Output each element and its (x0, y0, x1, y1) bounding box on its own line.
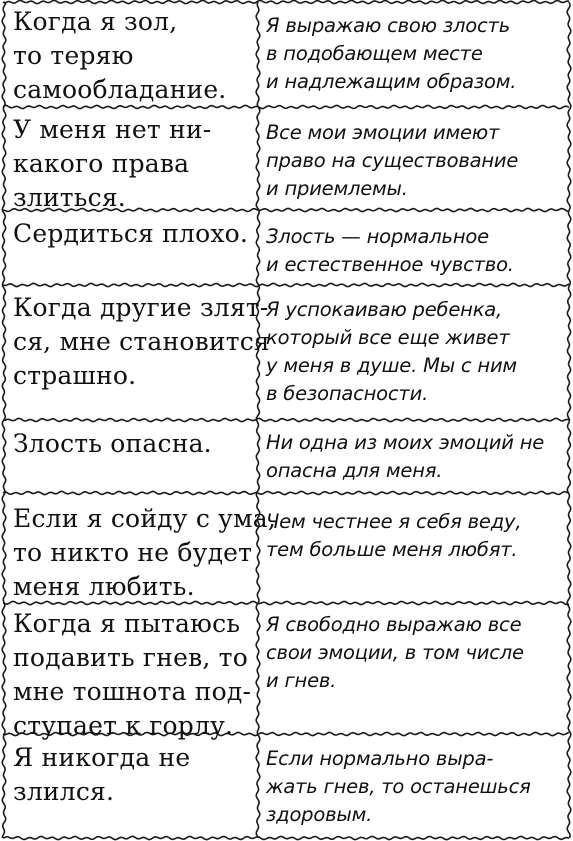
affirmation-line: Ни одна из моих эмоций не (266, 431, 545, 454)
affirmation-cell (266, 12, 566, 96)
negative-belief-line: Если я сойду с ума, (13, 504, 276, 533)
table-row (0, 110, 573, 212)
negative-belief-line: мне тошнота под- (13, 677, 252, 706)
affirmation-line: Я свободно выражаю все (266, 613, 522, 636)
table-row (0, 606, 573, 740)
affirmation-line: Если нормально выра- (266, 747, 494, 770)
row-divider-line (3, 418, 569, 421)
negative-belief-line: злился. (13, 777, 115, 806)
table-row (0, 288, 573, 418)
affirmation-line: в подобающем месте (266, 42, 483, 65)
negative-belief-line: подавить гнев, то (13, 643, 248, 672)
negative-belief-line: страшно. (13, 361, 137, 390)
affirmation-line: Злость — нормальное (266, 225, 489, 248)
negative-belief-line: злиться. (13, 183, 126, 212)
negative-belief-line: Когда я зол, (13, 7, 178, 36)
row-divider-line (3, 836, 569, 839)
affirmation-line: жать гнев, то останешься (266, 775, 531, 798)
affirmation-line: и надлежащим образом. (266, 70, 517, 93)
negative-belief-cell (13, 427, 249, 461)
affirmation-line: Чем честнее я себя веду, (266, 510, 522, 533)
row-divider-line (3, 283, 569, 286)
negative-belief-line: ступает к горлу. (13, 711, 234, 740)
affirmation-cell (266, 223, 566, 279)
negative-belief-line: Когда другие злят- (13, 293, 269, 322)
negative-belief-line: Сердиться плохо. (13, 219, 249, 248)
affirmation-line: Я выражаю свою злость (266, 14, 510, 37)
affirmation-line: Я успокаиваю ребенка, (266, 298, 503, 321)
negative-belief-line: У меня нет ни- (13, 115, 212, 144)
affirmation-line: и естественное чувство. (266, 253, 514, 276)
table-row (0, 496, 573, 601)
affirmation-line: опасна для меня. (266, 459, 443, 482)
negative-belief-line: меня любить. (13, 572, 195, 601)
affirmation-line: в безопасности. (266, 382, 429, 405)
affirmation-line: и приемлемы. (266, 177, 408, 200)
table-row (0, 423, 573, 491)
negative-belief-line: самообладание. (13, 75, 227, 104)
affirmation-cell (266, 745, 566, 829)
table-row (0, 213, 573, 283)
affirmation-line: право на существование (266, 149, 519, 172)
row-divider-line (3, 491, 569, 494)
negative-belief-cell (13, 217, 249, 251)
affirmation-cell (266, 429, 566, 485)
affirmation-line: который все еще живет (266, 326, 510, 349)
table-row (0, 737, 573, 835)
affirmation-cell (266, 296, 566, 408)
negative-belief-line: то никто не будет (13, 538, 253, 567)
negative-belief-line: Когда я пытаюсь (13, 609, 241, 638)
negative-belief-cell (13, 502, 276, 604)
affirmation-cell (266, 611, 566, 695)
affirmation-line: здоровым. (266, 803, 373, 826)
affirmation-cell (266, 119, 566, 203)
affirmation-line: тем больше меня любят. (266, 538, 518, 561)
negative-belief-cell (13, 607, 252, 743)
negative-belief-line: Я никогда не (13, 743, 191, 772)
affirmation-line: свои эмоции, в том числе (266, 641, 524, 664)
affirmation-line: Все мои эмоции имеют (266, 121, 500, 144)
affirmation-line: у меня в душе. Мы с ним (266, 354, 517, 377)
negative-belief-cell (13, 113, 249, 215)
affirmation-cell (266, 508, 566, 564)
negative-belief-line: то теряю (13, 41, 134, 70)
negative-belief-line: какого права (13, 149, 190, 178)
negative-belief-cell (13, 291, 270, 393)
negative-belief-cell (13, 741, 249, 809)
affirmation-line: и гнев. (266, 669, 337, 692)
negative-belief-line: ся, мне становится (13, 327, 270, 356)
negative-belief-cell (13, 5, 249, 107)
table-row (0, 2, 573, 107)
negative-belief-line: Злость опасна. (13, 429, 212, 458)
